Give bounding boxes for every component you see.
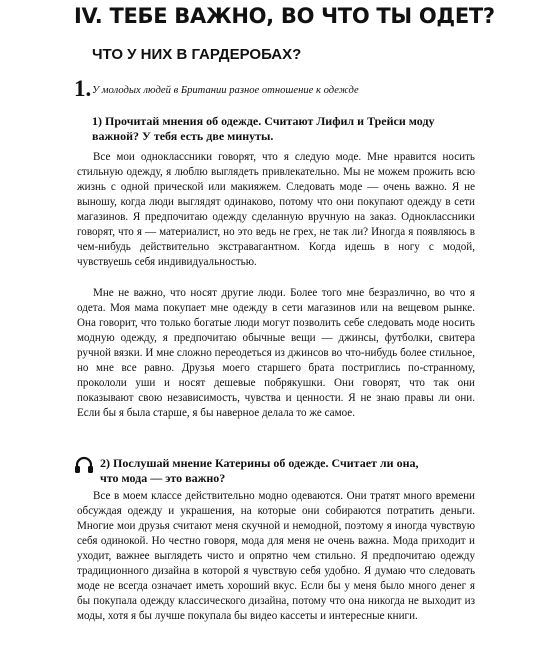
opinion-paragraph-1-text: Все мои одноклассники говорят, что я следую моде. Мне нравится носить стильную одежду, я люблю выглядеть привлекательно. Мы не можем прожить всю жизнь с одной прической или макияжем. Следовать моде — очень важно. Я не выношу, когда люди выглядят одинаково, потому что они покупают одежду в сети магазинов. Я предпочитаю одежду сделанную вручную на заказ. Одноклассники говорят, что я — материалист, но это ведь не грех, не так ли? Иногда я появляюсь в чем-нибудь действительно экстравагантном. Когда идешь в ногу с модой, чувствуешь себя индивидуальностью. xyxy=(77,151,475,268)
subsection-title: ЧТО У НИХ В ГАРДЕРОБАХ? xyxy=(92,46,302,63)
task-1-heading-line-1: 1) Прочитай мнения об одежде. Считают Лифил и Трейси моду xyxy=(92,114,435,128)
exercise-intro: У молодых людей в Британии разное отношение к одежде xyxy=(92,85,359,96)
opinion-paragraph-3 xyxy=(77,489,475,624)
task-2-heading-line-2: что мода — это важно? xyxy=(100,471,226,485)
headphones-icon xyxy=(74,456,94,474)
opinion-paragraph-3-text: Все в моем классе действительно модно одеваются. Они тратят много времени обсуждая одежду и украшения, на которые они собираются потратить деньги. Многие мои друзья считают меня скучной и немодной, поэтому я иногда чувствую себя одинокой. Но честно говоря, мода для меня не очень важна. Мода приходит и уходит, важнее выглядеть чисто и опрятно чем стильно. Я предпочитаю одежду традиционного дизайна в которой я чувствую себя удобно. Я думаю что следовать моде не всегда означает иметь хороший вкус. Если бы у меня было много денег я бы покупала одежду классического дизайна, потому что она никогда не выходит из моды, хотя я бы лучше покупала бы видео кассеты и интересные книги. xyxy=(77,490,475,622)
opinion-paragraph-2-text: Мне не важно, что носят другие люди. Более того мне безразлично, во что я одета. Моя мама покупает мне одежду в сети магазинов или на вещевом рынке. Она говорит, что только богатые люди могут позволить себе следовать моде носить модную одежду, я предпочитаю обычные вещи — джинсы, футболки, свитера ручной вязки. И мне сложно переодеться из джинсов во что-нибудь более стильное, но мне все равно. Друзья моего старшего брата постриглись по-странному, прокололи уши и носят дешевые побрякушки. Они говорят, что так они показывают свою независимость, чувства и ценности. Я не знаю правы ли они. Если бы я была старше, я бы наверное делала то же самое. xyxy=(77,287,475,419)
task-1-heading xyxy=(92,114,472,144)
opinion-paragraph-2 xyxy=(77,286,475,421)
exercise-number: 1. xyxy=(74,76,92,101)
opinion-paragraph-1 xyxy=(77,150,475,270)
task-2-heading xyxy=(100,456,480,486)
section-title: IV. ТЕБЕ ВАЖНО, ВО ЧТО ТЫ ОДЕТ? xyxy=(74,4,495,28)
task-1-heading-line-2: важной? У тебя есть две минуты. xyxy=(92,129,274,143)
task-2-heading-line-1: 2) Послушай мнение Катерины об одежде. Считает ли она, xyxy=(100,456,419,470)
